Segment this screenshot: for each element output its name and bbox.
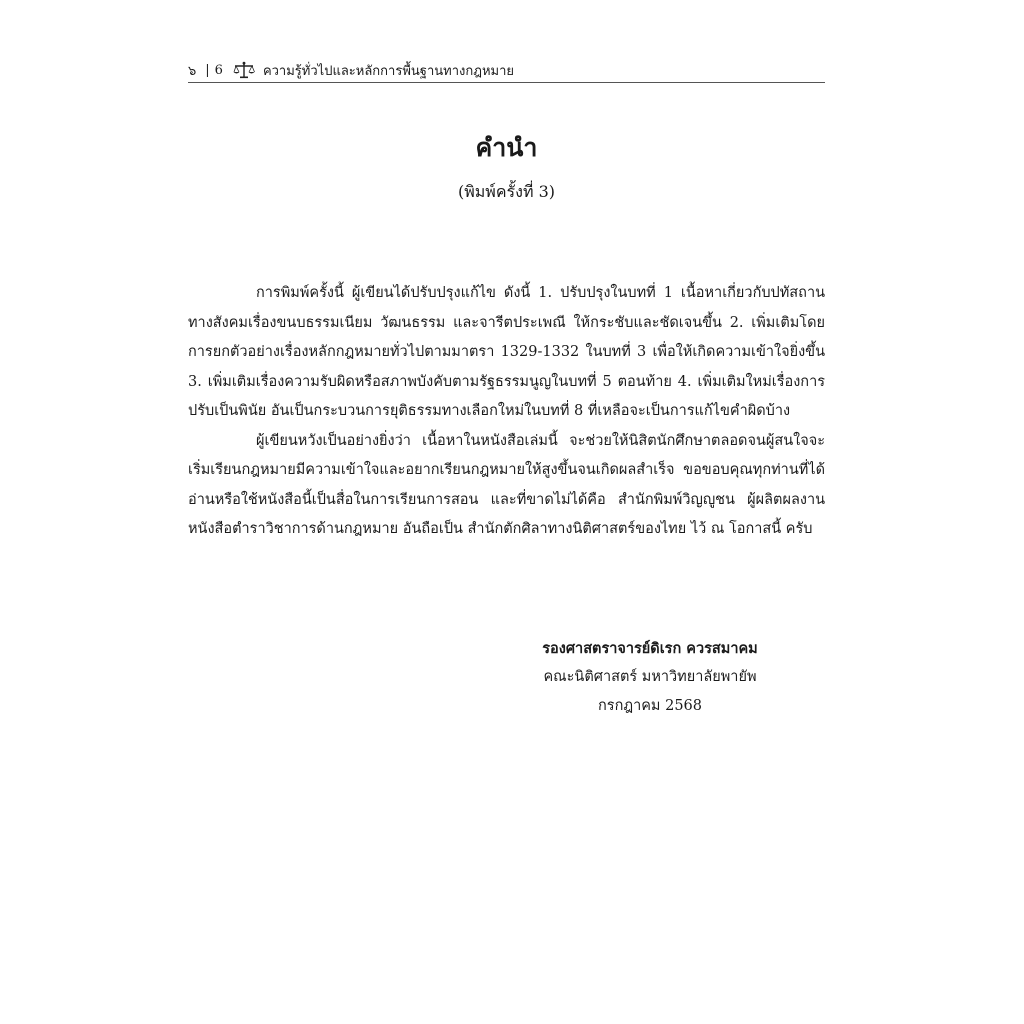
paragraph: การพิมพ์ครั้งนี้ ผู้เขียนได้ปรับปรุงแก้ไข ดังนี้ 1. ปรับปรุงในบทที่ 1 เนื้อหาเกี่ยวกับปทัสถานทางสังคมเรื่องขนบธรรมเนียม วัฒนธรรม และจารีตประเพณี ให้กระชับและชัดเจนขึ้น 2. เพิ่มเติมโดยการยกตัวอย่างเรื่องหลักกฎหมายทั่วไปตามมาตรา 1329-1332 ในบทที่ 3 เพื่อให้เกิดความเข้าใจยิ่งขึ้น 3. เพิ่มเติมเรื่องความรับผิดหรือสภาพบังคับตามรัฐธรรมนูญในบทที่ 5 ตอนท้าย 4. เพิ่มเติมใหม่เรื่องการปรับเป็นพินัย อันเป็นกระบวนการยุติธรรมทางเลือกใหม่ในบทที่ 8 ที่เหลือจะเป็นการแก้ไขคำผิดบ้าง <box>188 285 825 419</box>
page-title: คำนำ <box>475 133 538 162</box>
preface-body <box>188 279 825 545</box>
paragraph: ผู้เขียนหวังเป็นอย่างยิ่งว่า เนื้อหาในหนังสือเล่มนี้ จะช่วยให้นิสิตนักศึกษาตลอดจนผู้สนใจจะเริ่มเรียนกฎหมายมีความเข้าใจและอยากเรียนกฎหมายให้สูงขึ้นจนเกิดผลสำเร็จ ขอขอบคุณทุกท่านที่ได้อ่านหรือใช้หนังสือนี้เป็นสื่อในการเรียนการสอน และที่ขาดไม่ได้คือ สำนักพิมพ์วิญญูชน ผู้ผลิตผลงานหนังสือตำราวิชาการด้านกฎหมาย อันถือเป็น สำนักตักศิลาทางนิติศาสตร์ของไทย ไว้ ณ โอกาสนี้ ครับ <box>188 432 825 537</box>
signature-date: กรกฎาคม 2568 <box>598 698 702 714</box>
author-name: รองศาสตราจารย์ดิเรก ควรสมาคม <box>542 640 758 657</box>
signature-block <box>500 634 800 721</box>
scales-of-justice-icon <box>233 61 255 79</box>
page-number-divider: | <box>205 62 210 78</box>
page-number-thai: ๖ <box>188 63 197 79</box>
page-number: 6 <box>214 62 223 78</box>
book-title: ความรู้ทั่วไปและหลักการพื้นฐานทางกฎหมาย <box>262 63 515 79</box>
edition-subtitle: (พิมพ์ครั้งที่ 3) <box>457 182 556 201</box>
author-affiliation: คณะนิติศาสตร์ มหาวิทยาลัยพายัพ <box>543 669 757 685</box>
running-header <box>188 58 825 83</box>
